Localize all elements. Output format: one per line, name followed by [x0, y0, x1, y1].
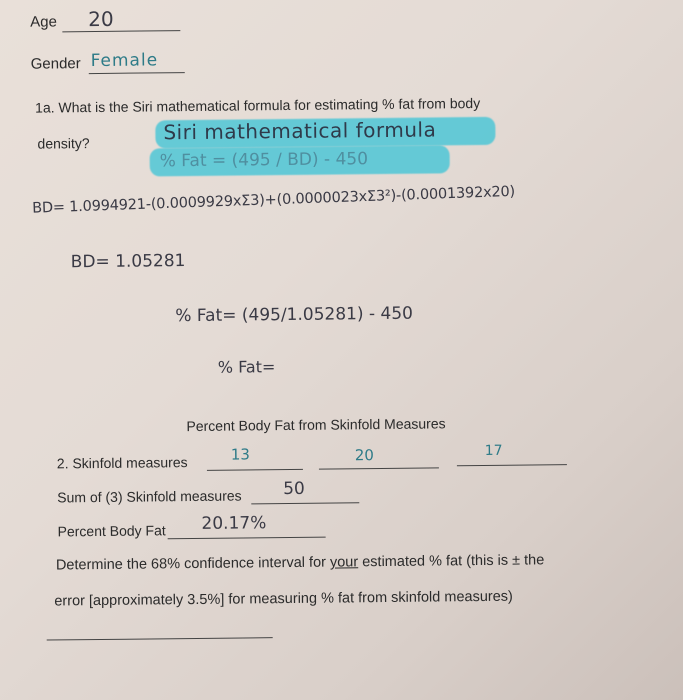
- age-blank: [62, 30, 180, 32]
- age-value: 20: [88, 6, 114, 32]
- answer-blank: [47, 637, 273, 640]
- percent-body-fat-label: Percent Body Fat: [57, 522, 166, 540]
- percent-body-fat-blank: [168, 537, 326, 540]
- age-label: Age: [30, 13, 58, 31]
- sum-blank: [251, 502, 359, 504]
- determine-line1-end: estimated % fat (this is ± the: [358, 552, 545, 571]
- fat-result: % Fat=: [217, 357, 276, 377]
- sum-label: Sum of (3) Skinfold measures: [57, 487, 242, 506]
- percent-body-fat-value: 20.17%: [201, 513, 267, 534]
- gender-label: Gender: [30, 55, 81, 73]
- section-title: Percent Body Fat from Skinfold Measures: [186, 415, 446, 435]
- skinfold-value-2: 20: [354, 446, 374, 465]
- question-1a-line1: 1a. What is the Siri mathematical formula for estimating % fat from body: [35, 94, 481, 116]
- skinfold-blank-3: [457, 464, 567, 466]
- question-1a-line2: density?: [37, 135, 90, 152]
- siri-formula: % Fat = (495 / BD) - 450: [159, 149, 369, 172]
- bd-result: BD= 1.05281: [70, 251, 186, 273]
- determine-line1-start: Determine the 68% confidence interval for: [55, 554, 331, 574]
- determine-line2: error [approximately 3.5%] for measuring % fat from skinfold measures): [54, 588, 513, 610]
- bd-equation: BD= 1.0994921-(0.0009929xΣ3)+(0.0000023xΣ3²)-(0.0001392x20): [31, 183, 516, 217]
- determine-line1-your: your: [329, 554, 359, 571]
- gender-blank: [89, 72, 185, 74]
- siri-heading: Siri mathematical formula: [163, 117, 437, 145]
- determine-line1: [56, 552, 544, 573]
- gender-value: Female: [90, 50, 159, 72]
- skinfold-blank-1: [207, 469, 303, 471]
- sum-value: 50: [283, 478, 305, 500]
- fat-equation: % Fat= (495/1.05281) - 450: [175, 303, 414, 327]
- skinfold-blank-2: [319, 467, 439, 469]
- skinfold-value-3: 17: [484, 442, 503, 459]
- skinfold-value-1: 13: [230, 445, 250, 464]
- skinfold-label: 2. Skinfold measures: [56, 454, 188, 472]
